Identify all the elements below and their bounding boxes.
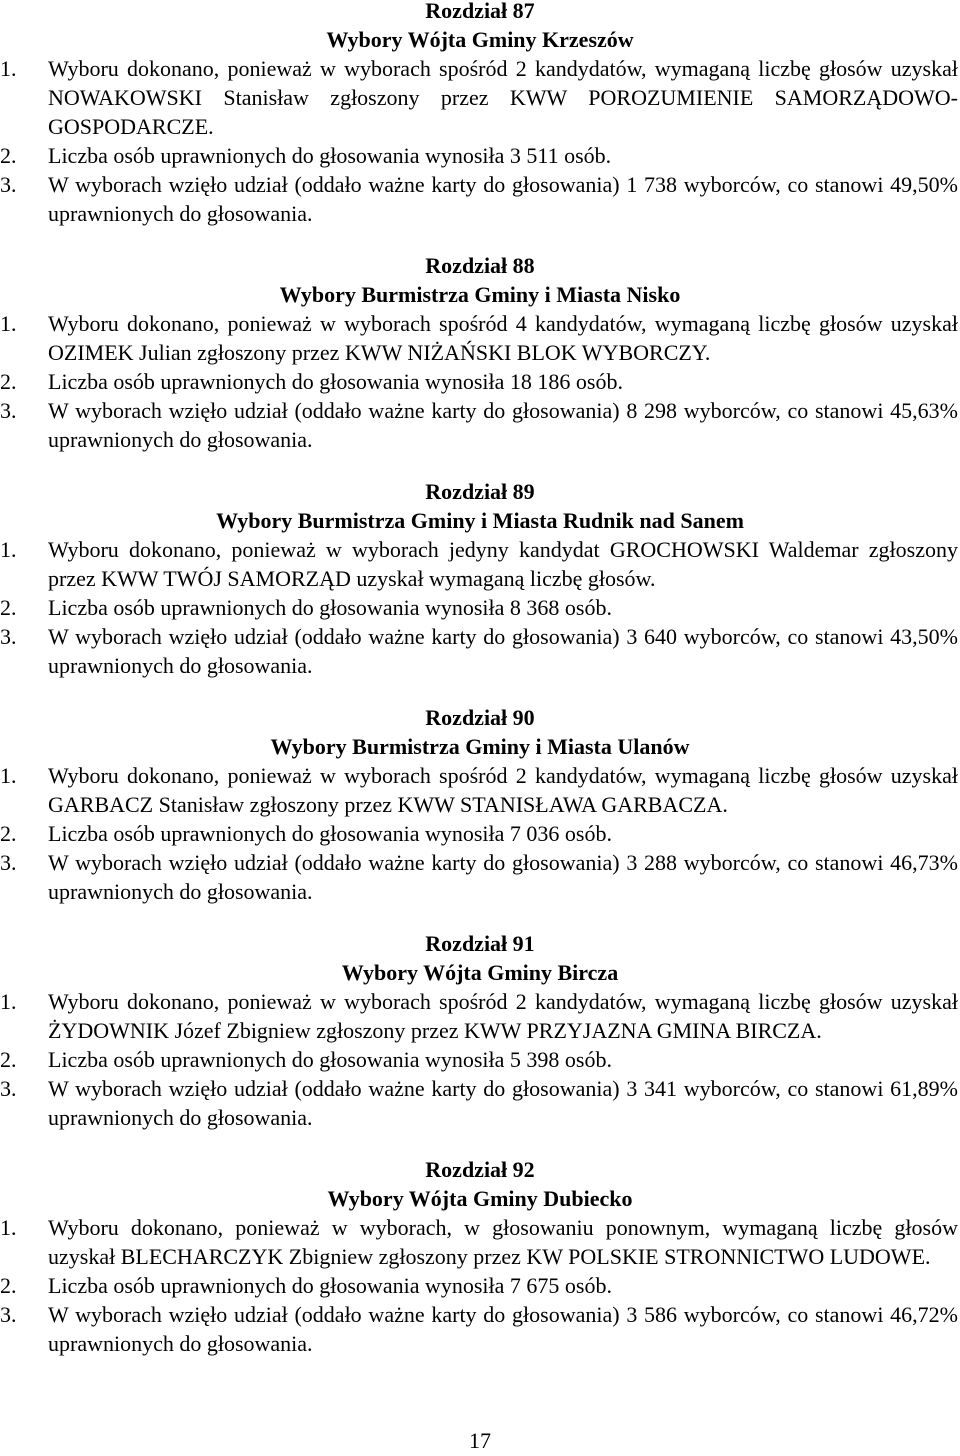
item-number: 2. <box>0 143 17 168</box>
item-number: 2. <box>0 1047 17 1072</box>
item-number: 3. <box>0 624 17 649</box>
chapter-90 <box>0 703 960 906</box>
list-item <box>0 54 960 141</box>
item-number: 1. <box>0 56 17 81</box>
chapter-heading: Rozdział 90 <box>425 705 535 730</box>
item-text: Wyboru dokonano, ponieważ w wyborach, w głosowaniu ponownym, wymaganą liczbę głosów uzyskał BLECHARCZYK Zbigniew zgłoszony przez KW POLSKIE STRONNICTWO LUDOWE. <box>48 1215 958 1269</box>
item-number: 2. <box>0 821 17 846</box>
list-item <box>0 535 960 593</box>
item-number: 2. <box>0 595 17 620</box>
chapter-spacer <box>0 906 960 929</box>
chapter-spacer <box>0 454 960 477</box>
list-item <box>0 848 960 906</box>
chapter-heading: Rozdział 89 <box>425 479 535 504</box>
item-number: 3. <box>0 398 17 423</box>
chapter-heading: Rozdział 92 <box>425 1157 535 1182</box>
chapter-title: Wybory Burmistrza Gminy i Miasta Ulanów <box>270 734 690 759</box>
item-text: Wyboru dokonano, ponieważ w wyborach spośród 2 kandydatów, wymaganą liczbę głosów uzyskał NOWAKOWSKI Stanisław zgłoszony przez KWW POROZUMIENIE SAMORZĄDOWO-GOSPODARCZE. <box>48 56 958 139</box>
item-text: W wyborach wzięło udział (oddało ważne karty do głosowania) 8 298 wyborców, co stanowi 45,63% uprawnionych do głosowania. <box>48 398 958 452</box>
item-text: Liczba osób uprawnionych do głosowania wynosiła 5 398 osób. <box>48 1047 612 1072</box>
item-number: 3. <box>0 1076 17 1101</box>
item-text: W wyborach wzięło udział (oddało ważne karty do głosowania) 3 586 wyborców, co stanowi 46,72% uprawnionych do głosowania. <box>48 1302 958 1356</box>
chapter-92 <box>0 1155 960 1358</box>
item-text: Liczba osób uprawnionych do głosowania wynosiła 8 368 osób. <box>48 595 612 620</box>
item-text: W wyborach wzięło udział (oddało ważne karty do głosowania) 3 640 wyborców, co stanowi 43,50% uprawnionych do głosowania. <box>48 624 958 678</box>
item-text: W wyborach wzięło udział (oddało ważne karty do głosowania) 3 341 wyborców, co stanowi 61,89% uprawnionych do głosowania. <box>48 1076 958 1130</box>
list-item <box>0 396 960 454</box>
list-item <box>0 1074 960 1132</box>
list-item <box>0 141 960 170</box>
list-item <box>0 622 960 680</box>
list-item <box>0 593 960 622</box>
page-number: 17 <box>469 1428 491 1453</box>
list-item <box>0 309 960 367</box>
item-text: Wyboru dokonano, ponieważ w wyborach spośród 2 kandydatów, wymaganą liczbę głosów uzyskał GARBACZ Stanisław zgłoszony przez KWW STANISŁAWA GARBACZA. <box>48 763 958 817</box>
list-item <box>0 1045 960 1074</box>
list-item <box>0 1213 960 1271</box>
chapter-title: Wybory Burmistrza Gminy i Miasta Nisko <box>279 282 681 307</box>
list-item <box>0 761 960 819</box>
item-number: 3. <box>0 172 17 197</box>
list-item <box>0 987 960 1045</box>
list-item <box>0 170 960 228</box>
chapter-heading: Rozdział 88 <box>425 253 535 278</box>
item-number: 1. <box>0 311 17 336</box>
list-item <box>0 1300 960 1358</box>
chapter-title: Wybory Wójta Gminy Dubiecko <box>327 1186 633 1211</box>
chapter-title: Wybory Wójta Gminy Krzeszów <box>326 27 634 52</box>
chapter-spacer <box>0 680 960 703</box>
item-number: 2. <box>0 1273 17 1298</box>
chapter-heading: Rozdział 91 <box>425 931 535 956</box>
chapter-title: Wybory Wójta Gminy Bircza <box>341 960 619 985</box>
item-text: Liczba osób uprawnionych do głosowania wynosiła 3 511 osób. <box>48 143 612 168</box>
item-number: 1. <box>0 1215 17 1240</box>
item-text: Liczba osób uprawnionych do głosowania wynosiła 7 036 osób. <box>48 821 612 846</box>
chapter-spacer <box>0 1132 960 1155</box>
item-text: Wyboru dokonano, ponieważ w wyborach jedyny kandydat GROCHOWSKI Waldemar zgłoszony przez KWW TWÓJ SAMORZĄD uzyskał wymaganą liczbę głosów. <box>48 537 958 591</box>
list-item <box>0 1271 960 1300</box>
item-number: 3. <box>0 850 17 875</box>
chapter-spacer <box>0 228 960 251</box>
item-text: Wyboru dokonano, ponieważ w wyborach spośród 4 kandydatów, wymaganą liczbę głosów uzyskał OZIMEK Julian zgłoszony przez KWW NIŻAŃSKI BLOK WYBORCZY. <box>48 311 958 365</box>
item-number: 1. <box>0 763 17 788</box>
chapter-title: Wybory Burmistrza Gminy i Miasta Rudnik nad Sanem <box>216 508 744 533</box>
item-text: W wyborach wzięło udział (oddało ważne karty do głosowania) 1 738 wyborców, co stanowi 49,50% uprawnionych do głosowania. <box>48 172 958 226</box>
chapter-87 <box>0 0 960 228</box>
list-item <box>0 819 960 848</box>
item-number: 3. <box>0 1302 17 1327</box>
item-text: W wyborach wzięło udział (oddało ważne karty do głosowania) 3 288 wyborców, co stanowi 46,73% uprawnionych do głosowania. <box>48 850 958 904</box>
chapter-89 <box>0 477 960 680</box>
chapter-91 <box>0 929 960 1132</box>
list-item <box>0 367 960 396</box>
item-number: 2. <box>0 369 17 394</box>
chapter-88 <box>0 251 960 454</box>
item-text: Wyboru dokonano, ponieważ w wyborach spośród 2 kandydatów, wymaganą liczbę głosów uzyskał ŻYDOWNIK Józef Zbigniew zgłoszony przez KWW PRZYJAZNA GMINA BIRCZA. <box>48 989 958 1043</box>
item-number: 1. <box>0 989 17 1014</box>
chapter-heading: Rozdział 87 <box>425 0 535 23</box>
item-text: Liczba osób uprawnionych do głosowania wynosiła 18 186 osób. <box>48 369 623 394</box>
item-number: 1. <box>0 537 17 562</box>
item-text: Liczba osób uprawnionych do głosowania wynosiła 7 675 osób. <box>48 1273 612 1298</box>
